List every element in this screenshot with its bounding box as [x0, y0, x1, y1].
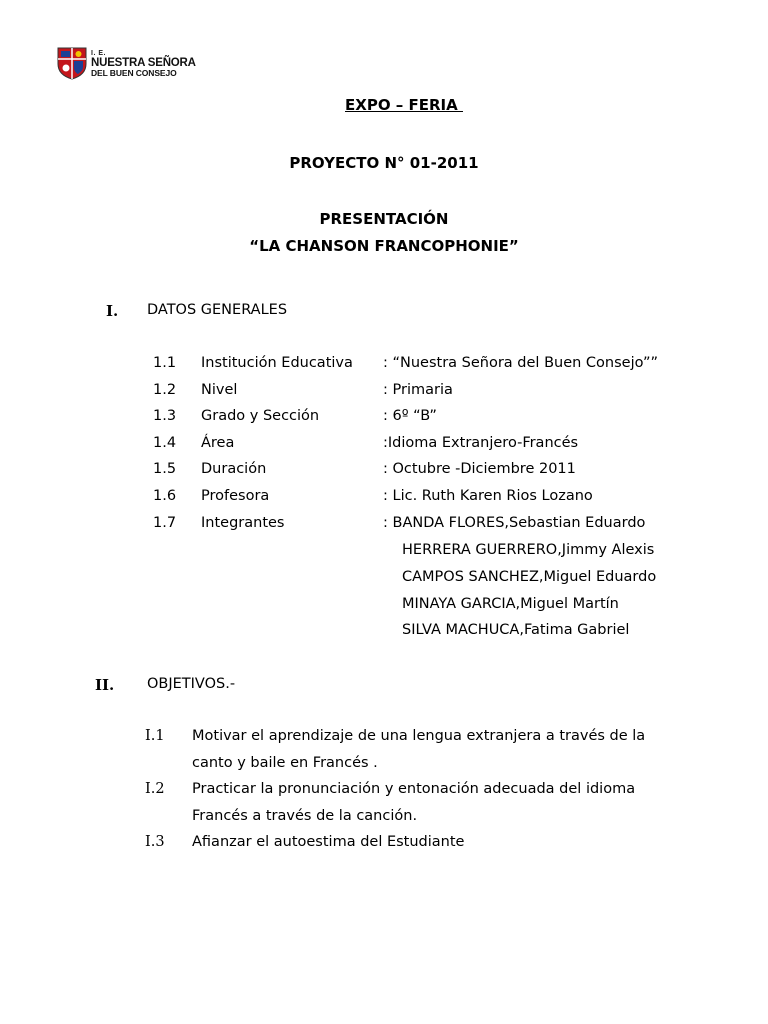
row-number: 1.2 [153, 382, 177, 398]
section-2-heading: OBJETIVOS.- [147, 676, 236, 692]
section-1-numeral: I. [106, 302, 119, 320]
school-logo [57, 47, 196, 80]
row-number: 1.7 [153, 515, 177, 531]
school-shield-icon [57, 47, 87, 80]
row-value: :Idioma Extranjero-Francés [383, 435, 579, 451]
logo-school-subname: DEL BUEN CONSEJO [91, 68, 177, 78]
presentation-heading: PRESENTACIÓN [319, 210, 449, 228]
row-label: Nivel [201, 382, 238, 398]
logo-ie-text: I. E. [91, 49, 106, 57]
section-1-heading: DATOS GENERALES [147, 302, 288, 318]
document-title [20, 96, 768, 114]
row-number: 1.5 [153, 461, 177, 477]
expo-feria-title: EXPO – FERIA [345, 96, 463, 114]
project-number: PROYECTO N° 01-2011 [289, 154, 479, 172]
row-value: : Primaria [383, 382, 453, 398]
objective-number: I.1 [145, 728, 165, 744]
row-label: Institución Educativa [201, 355, 353, 371]
row-label: Integrantes [201, 515, 285, 531]
row-label: Duración [201, 461, 267, 477]
row-value: : “Nuestra Señora del Buen Consejo”” [383, 355, 658, 371]
logo-school-name: NUESTRA SEÑORA [91, 56, 196, 69]
row-label: Área [201, 435, 235, 451]
row-value: : Octubre -Diciembre 2011 [383, 461, 576, 477]
member-name: MINAYA GARCIA,Miguel Martín [402, 596, 619, 612]
row-value: : BANDA FLORES,Sebastian Eduardo [383, 515, 646, 531]
row-number: 1.1 [153, 355, 177, 371]
presentation-subtitle: “LA CHANSON FRANCOPHONIE” [249, 237, 519, 255]
objective-text-line: Motivar el aprendizaje de una lengua extranjera a través de la [192, 728, 646, 744]
objective-text-line: canto y baile en Francés . [192, 755, 378, 771]
row-number: 1.6 [153, 488, 177, 504]
objective-text-line: Practicar la pronunciación y entonación adecuada del idioma [192, 781, 636, 797]
member-name: SILVA MACHUCA,Fatima Gabriel [402, 622, 630, 638]
row-value: : Lic. Ruth Karen Rios Lozano [383, 488, 593, 504]
objective-number: I.2 [145, 781, 165, 797]
member-name: CAMPOS SANCHEZ,Miguel Eduardo [402, 569, 657, 585]
row-value: : 6º “B” [383, 408, 437, 424]
row-label: Grado y Sección [201, 408, 320, 424]
row-number: 1.3 [153, 408, 177, 424]
row-label: Profesora [201, 488, 270, 504]
objective-text-line: Francés a través de la canción. [192, 808, 418, 824]
objective-number: I.3 [145, 834, 165, 850]
member-name: HERRERA GUERRERO,Jimmy Alexis [402, 542, 655, 558]
section-2-numeral: II. [95, 676, 115, 694]
objective-text-line: Afianzar el autoestima del Estudiante [192, 834, 465, 850]
row-number: 1.4 [153, 435, 177, 451]
